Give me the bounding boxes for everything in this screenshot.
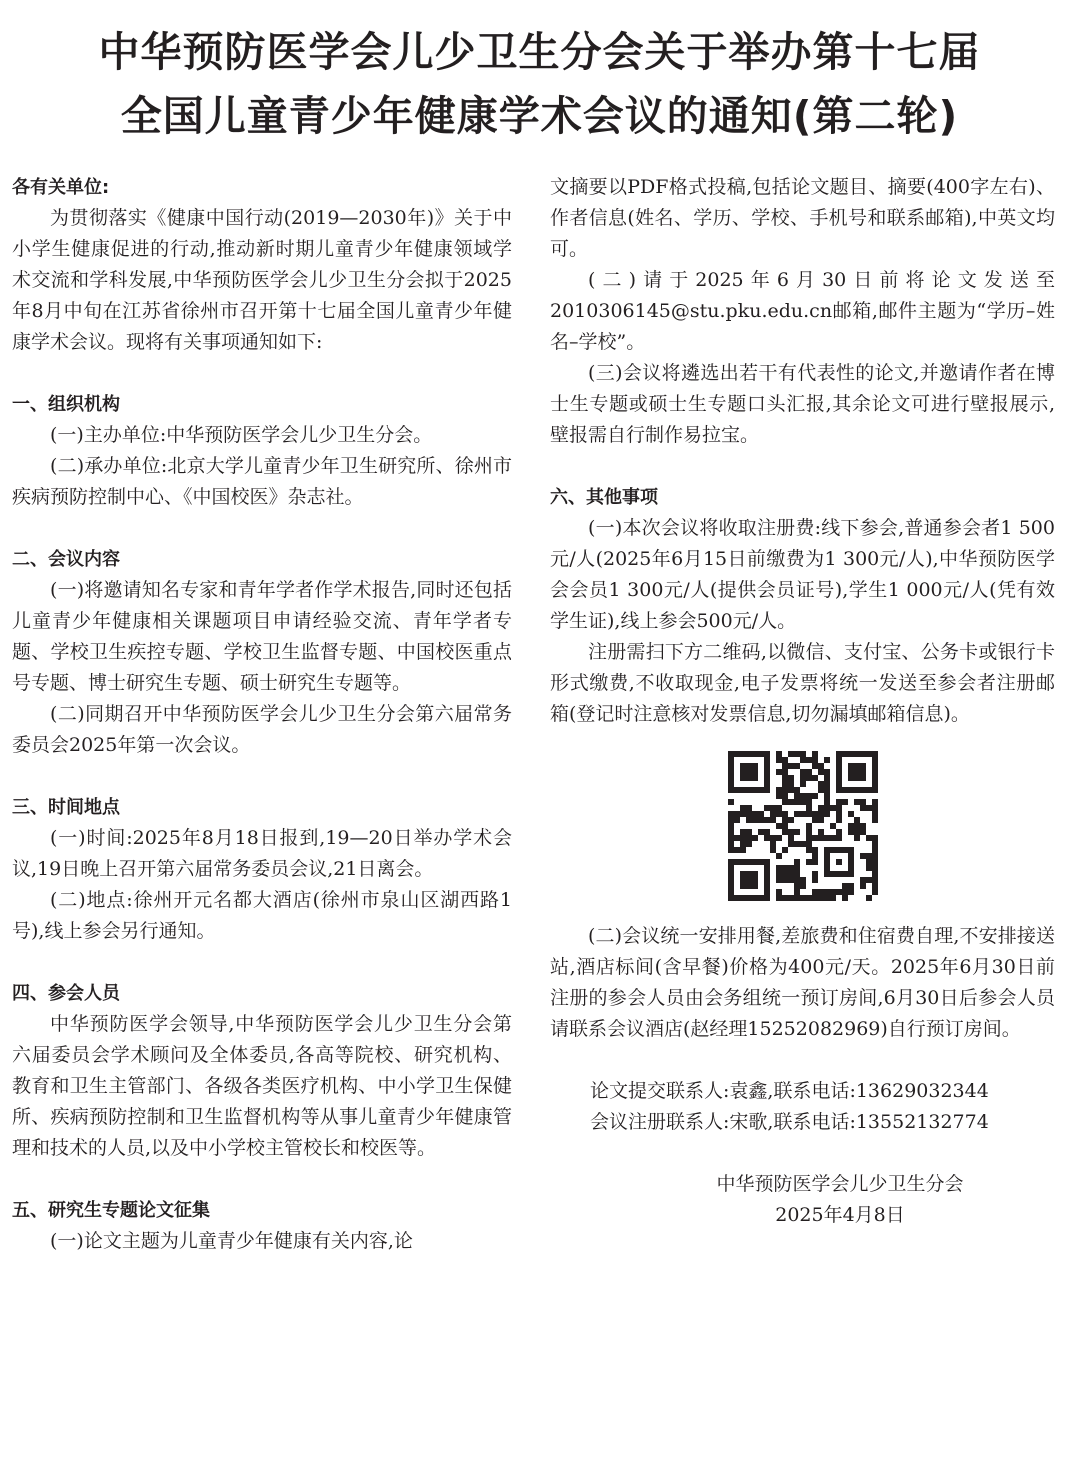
left-column [12, 172, 512, 1257]
section-5-item-2: (二)请于2025年6月30日前将论文发送至2010306145@stu.pku.edu.cn邮箱,邮件主题为“学历–姓名–学校”。 [550, 269, 1055, 353]
section-6-item-1: (一)本次会议将收取注册费:线下参会,普通参会者1 500元/人(2025年6月15日前缴费为1 300元/人),中华预防医学会会员1 300元/人(提供会员证号),学生1 000元/人(凭有效学生证),线上参会500元/人。 [550, 517, 1055, 632]
registration-qr-code[interactable] [728, 751, 878, 901]
section-5-item-3: (三)会议将遴选出若干有代表性的论文,并邀请作者在博士生专题或硕士生专题口头汇报,其余论文可进行壁报展示,壁报需自行制作易拉宝。 [550, 362, 1055, 446]
greeting: 各有关单位: [12, 177, 110, 198]
section-3-heading: 三、时间地点 [12, 797, 120, 818]
section-5-item-1-cont: 文摘要以PDF格式投稿,包括论文题目、摘要(400字左右)、作者信息(姓名、学历、学校、手机号和联系邮箱),中英文均可。 [550, 176, 1055, 260]
section-1-item-1: (一)主办单位:中华预防医学会儿少卫生分会。 [50, 424, 433, 446]
section-5-heading: 五、研究生专题论文征集 [12, 1200, 210, 1221]
section-2-heading: 二、会议内容 [12, 549, 120, 570]
section-2-item-2: (二)同期召开中华预防医学会儿少卫生分会第六届常务委员会2025年第一次会议。 [12, 703, 512, 756]
section-3-item-2: (二)地点:徐州开元名都大酒店(徐州市泉山区湖西路1号),线上参会另行通知。 [12, 889, 512, 942]
section-2-item-1: (一)将邀请知名专家和青年学者作学术报告,同时还包括儿童青少年健康相关课题项目申请经验交流、青年学者专题、学校卫生疾控专题、学校卫生监督专题、中国校医重点号专题、博士研究生专题、硕士研究生专题等。 [12, 579, 512, 694]
section-6-registration-note: 注册需扫下方二维码,以微信、支付宝、公务卡或银行卡形式缴费,不收取现金,电子发票将统一发送至参会者注册邮箱(登记时注意核对发票信息,切勿漏填邮箱信息)。 [550, 641, 1055, 725]
intro-paragraph: 为贯彻落实《健康中国行动(2019—2030年)》关于中小学生健康促进的行动,推动新时期儿童青少年健康领域学术交流和学科发展,中华预防医学会儿少卫生分会拟于2025年8月中旬在江苏省徐州市召开第十七届全国儿童青少年健康学术会议。现将有关事项通知如下: [12, 207, 512, 353]
title-line-2: 全国儿童青少年健康学术会议的通知(第二轮) [120, 92, 959, 140]
section-6-heading: 六、其他事项 [550, 487, 658, 508]
title-line-1: 中华预防医学会儿少卫生分会关于举办第十七届 [98, 28, 981, 76]
signature-org: 中华预防医学会儿少卫生分会 [716, 1173, 964, 1195]
section-1-item-2: (二)承办单位:北京大学儿童青少年卫生研究所、徐州市疾病预防控制中心、《中国校医》杂志社。 [12, 455, 512, 508]
registration-contact: 会议注册联系人:宋歌,联系电话:13552132774 [590, 1111, 989, 1133]
section-6-item-2: (二)会议统一安排用餐,差旅费和住宿费自理,不安排接送站,酒店标间(含早餐)价格为400元/天。2025年6月30日前注册的参会人员由会务组统一预订房间,6月30日后参会人员请联系会议酒店(赵经理15252082969)自行预订房间。 [550, 925, 1055, 1040]
signature-date: 2025年4月8日 [775, 1204, 905, 1226]
paper-contact: 论文提交联系人:袁鑫,联系电话:13629032344 [590, 1080, 989, 1102]
right-column [550, 172, 1055, 1231]
section-1-heading: 一、组织机构 [12, 394, 120, 415]
section-3-item-1: (一)时间:2025年8月18日报到,19—20日举办学术会议,19日晚上召开第六届常务委员会议,21日离会。 [12, 827, 512, 880]
section-4-paragraph: 中华预防医学会领导,中华预防医学会儿少卫生分会第六届委员会学术顾问及全体委员,各高等院校、研究机构、教育和卫生主管部门、各级各类医疗机构、中小学卫生保健所、疾病预防控制和卫生监督机构等从事儿童青少年健康管理和技术的人员,以及中小学校主管校长和校医等。 [12, 1013, 512, 1159]
section-4-heading: 四、参会人员 [12, 983, 120, 1004]
section-5-item-1-start: (一)论文主题为儿童青少年健康有关内容,论 [50, 1230, 413, 1252]
